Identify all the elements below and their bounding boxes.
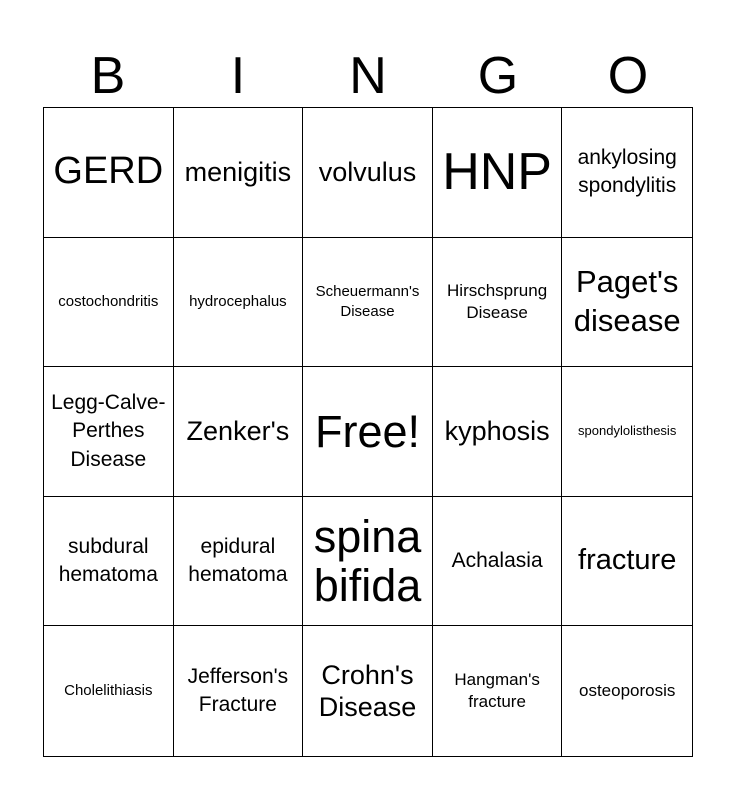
- bingo-cell-r1-c4[interactable]: HNP: [433, 108, 563, 238]
- bingo-cell-r5-c2[interactable]: Jefferson's Fracture: [174, 626, 304, 756]
- bingo-cell-r4-c5[interactable]: fracture: [562, 497, 692, 627]
- header-letter-g: G: [477, 47, 519, 105]
- bingo-cell-r3-c2[interactable]: Zenker's: [174, 367, 304, 497]
- bingo-cell-r3-c4[interactable]: kyphosis: [433, 367, 563, 497]
- bingo-cell-r2-c1[interactable]: costochondritis: [44, 238, 174, 368]
- bingo-cell-r5-c1[interactable]: Cholelithiasis: [44, 626, 174, 756]
- bingo-cell-r1-c1[interactable]: GERD: [44, 108, 174, 238]
- bingo-cell-r1-c2[interactable]: menigitis: [174, 108, 304, 238]
- bingo-cell-r2-c2[interactable]: hydrocephalus: [174, 238, 304, 368]
- bingo-cell-r1-c5[interactable]: ankylosing spondylitis: [562, 108, 692, 238]
- header-letter-i: I: [230, 47, 246, 105]
- bingo-cell-r2-c3[interactable]: Scheuermann's Disease: [303, 238, 433, 368]
- bingo-cell-r2-c5[interactable]: Paget's disease: [562, 238, 692, 368]
- bingo-cell-r4-c2[interactable]: epidural hematoma: [174, 497, 304, 627]
- bingo-cell-r5-c3[interactable]: Crohn's Disease: [303, 626, 433, 756]
- bingo-cell-r2-c4[interactable]: Hirschsprung Disease: [433, 238, 563, 368]
- bingo-cell-r3-c3-free[interactable]: Free!: [303, 367, 433, 497]
- header-letter-o: O: [607, 47, 649, 105]
- bingo-cell-r5-c5[interactable]: osteoporosis: [579, 681, 676, 701]
- bingo-cell-r3-c1[interactable]: Legg-Calve-Perthes Disease: [44, 367, 174, 497]
- bingo-cell-r1-c3[interactable]: volvulus: [303, 108, 433, 238]
- header-letter-b: B: [90, 47, 126, 105]
- bingo-board: [43, 107, 693, 757]
- bingo-cell-r4-c3[interactable]: spina bifida: [303, 497, 433, 627]
- bingo-header: [43, 45, 693, 107]
- bingo-cell-r4-c1[interactable]: subdural hematoma: [44, 497, 174, 627]
- bingo-cell-r4-c4[interactable]: Achalasia: [433, 497, 563, 627]
- bingo-cell-r3-c5[interactable]: spondylolisthesis: [562, 367, 692, 497]
- bingo-cell-r5-c4[interactable]: Hangman's fracture: [433, 626, 563, 756]
- header-letter-n: N: [349, 47, 387, 105]
